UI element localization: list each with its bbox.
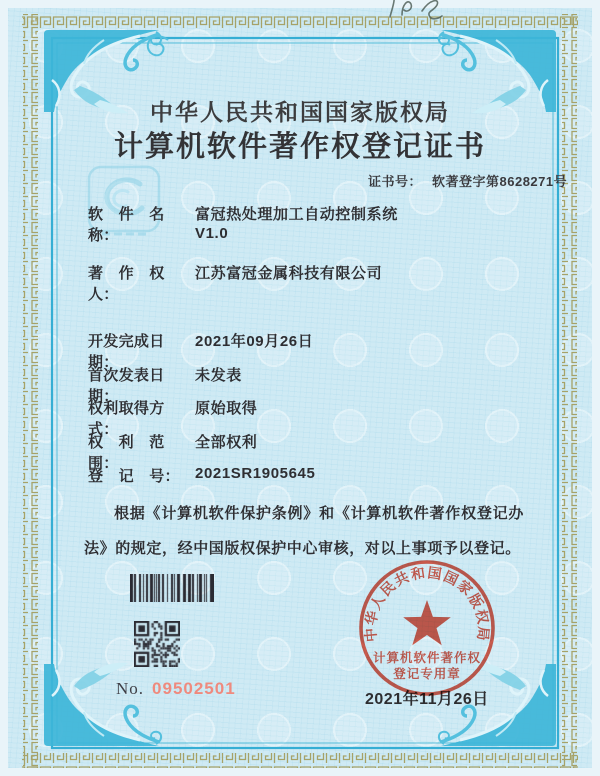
field-registration-number: [88, 465, 315, 486]
field-software-name: [88, 203, 398, 245]
greek-key-bottom: [22, 753, 578, 768]
stamp-line1: 计算机软件著作权: [372, 651, 482, 665]
certificate-number-label: 证书号：: [368, 174, 423, 189]
field-value: 未发表: [195, 367, 242, 384]
field-copyright-owner: [88, 262, 382, 304]
field-label: 首次发表日期：: [88, 367, 165, 405]
registration-statement: 根据《计算机软件保护条例》和《计算机软件著作权登记办法》的规定，经中国版权保护中心审核，对以上事项予以登记。: [84, 505, 524, 557]
barcode: [130, 574, 214, 602]
field-label: 著 作 权 人：: [88, 265, 180, 303]
field-label: 权 利 范 围：: [88, 434, 180, 472]
greek-key-top: [22, 14, 578, 29]
qr-code: [134, 621, 180, 667]
field-value: 全部权利: [195, 434, 258, 451]
serial-number: 09502501: [152, 679, 236, 698]
certificate-title: 计算机软件著作权登记证书: [113, 131, 486, 163]
serial-number-line: [116, 679, 236, 699]
field-label: 登 记 号：: [88, 468, 180, 485]
handwritten-mark: [382, 0, 466, 25]
field-label: 权利取得方式：: [88, 400, 165, 438]
field-value: 2021年09月26日: [195, 333, 314, 350]
field-label: 软 件 名 称：: [88, 206, 180, 244]
star-icon: [403, 600, 451, 645]
certificate-number-value: 软著登字第8628271号: [432, 174, 568, 189]
certificate-number-line: [368, 171, 567, 190]
corner-flourish-bottom-left: [44, 663, 161, 746]
field-value: 富冠热处理加工自动控制系统: [195, 206, 398, 223]
field-value: 原始取得: [195, 400, 258, 417]
issue-date: 2021年11月26日: [365, 691, 489, 708]
spiral-ornament-left: [148, 36, 168, 55]
field-value: 江苏富冠金属科技有限公司: [195, 265, 383, 282]
field-value: 2021SR1905645: [195, 465, 316, 482]
stamp-line2: 登记专用章: [393, 667, 461, 681]
software-version: V1.0: [195, 225, 229, 242]
field-label: 开发完成日期：: [88, 333, 165, 371]
stamp-ring-text: 中华人民共和国国家版权局: [362, 564, 492, 643]
issuing-authority: 中华人民共和国国家版权局: [150, 100, 450, 125]
official-stamp: [351, 552, 503, 704]
serial-prefix: No.: [116, 679, 145, 698]
